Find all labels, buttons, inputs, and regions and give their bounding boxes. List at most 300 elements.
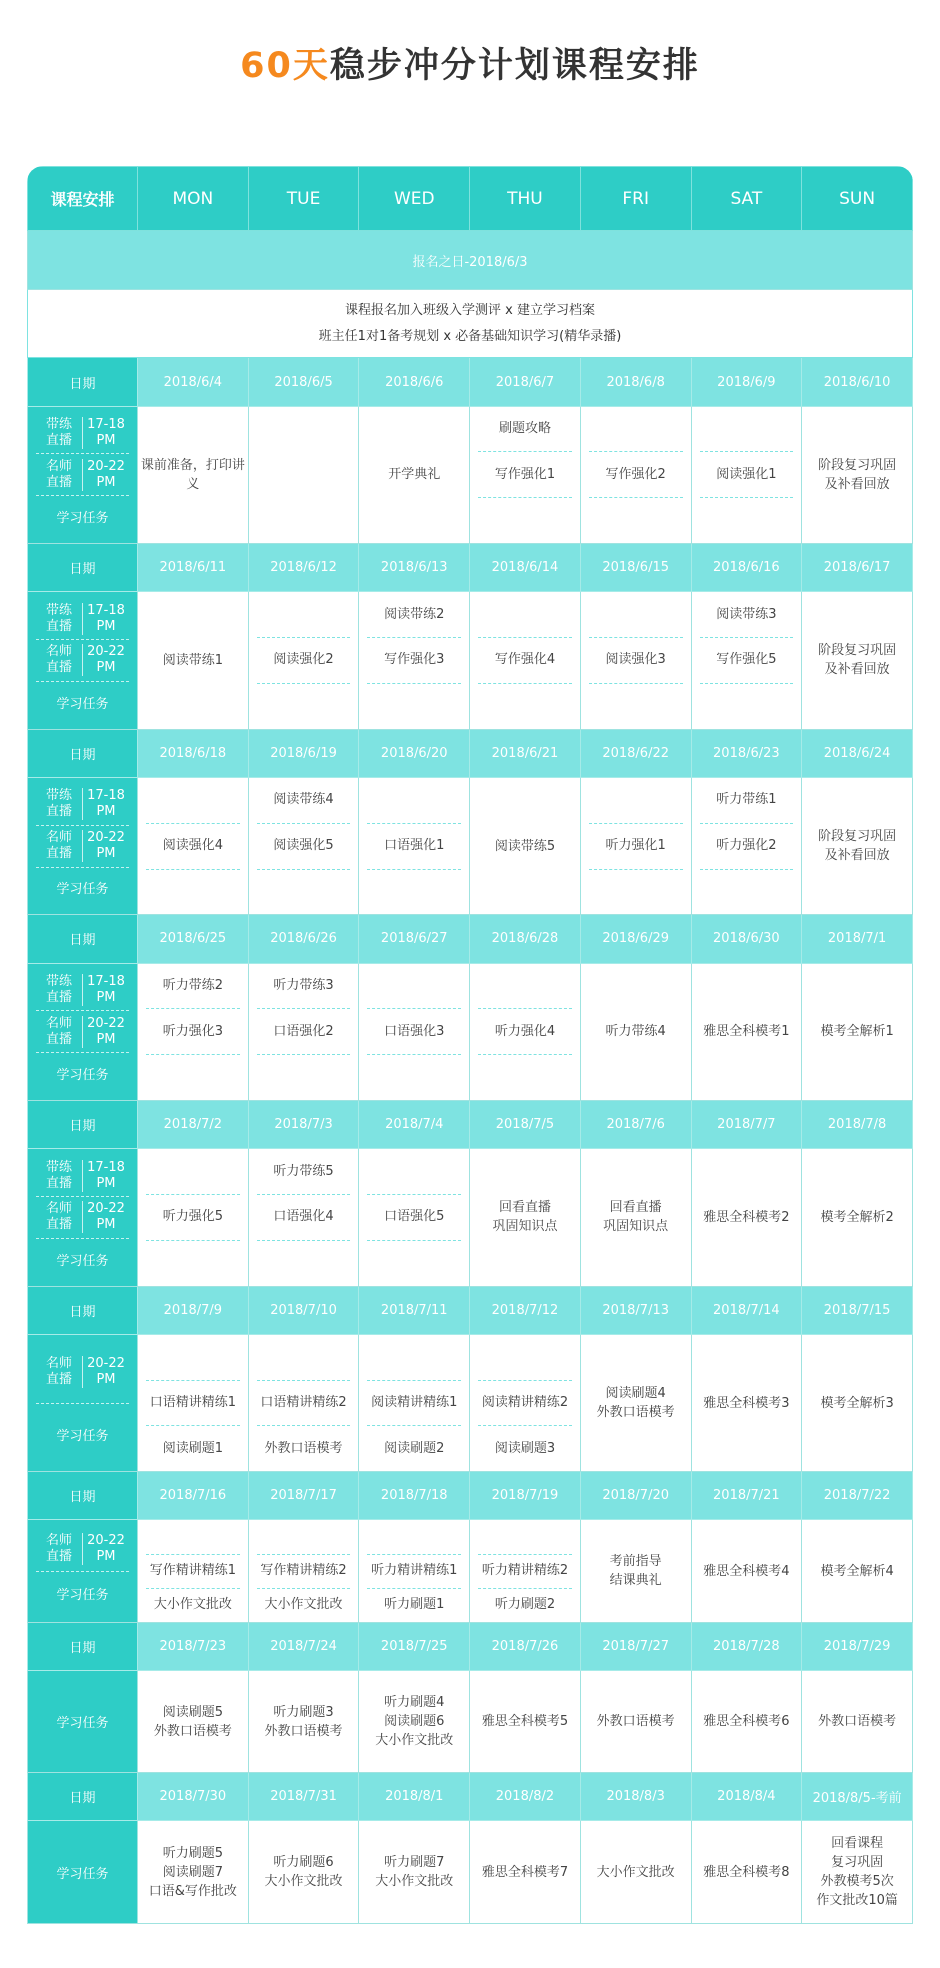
task-slot: 阅读强化2	[257, 638, 351, 684]
task-text: 阶段复习巩固 及补看回放	[818, 643, 897, 678]
task-cell	[359, 592, 470, 729]
task-slot: 刷题攻略	[478, 407, 572, 453]
task-row	[28, 1334, 913, 1471]
task-cell	[248, 777, 359, 914]
side-label: 直播	[45, 804, 72, 820]
task-slot	[257, 1520, 351, 1554]
side-time: PM	[96, 846, 116, 862]
date-label: 日期	[28, 1622, 138, 1670]
side-time: PM	[96, 1217, 116, 1233]
task-slot: 写作强化3	[367, 638, 461, 684]
side-label: 直播	[45, 989, 72, 1005]
task-text: 雅思全科模考4	[703, 1563, 790, 1579]
task-cell	[248, 592, 359, 729]
side-task-label: 学习任务	[56, 882, 109, 898]
side-task-label: 学习任务	[56, 1866, 109, 1882]
side-label: 名师	[45, 1355, 72, 1371]
side-time: 20-22	[87, 1355, 125, 1371]
task-slot: 阅读刷题2	[384, 1440, 445, 1456]
side-time: 20-22	[87, 1201, 125, 1217]
task-slot	[700, 684, 794, 729]
task-text: 模考全解析4	[820, 1563, 894, 1579]
title-rest: 稳步冲分计划课程安排	[329, 46, 700, 86]
task-cell	[359, 1670, 470, 1772]
task-text: 雅思全科模考2	[703, 1209, 790, 1225]
date-cell: 2018/7/11	[359, 1286, 470, 1334]
date-cell: 2018/6/19	[248, 729, 359, 777]
task-cell	[802, 1334, 913, 1471]
task-slot: 阅读强化4	[146, 824, 240, 870]
task-slot: 阅读刷题1	[162, 1440, 223, 1456]
side-label: 带练	[45, 602, 72, 618]
date-cell: 2018/7/30	[138, 1773, 249, 1821]
side-time: 20-22	[87, 1015, 125, 1031]
task-cell	[359, 406, 470, 543]
task-slot: 听力强化5	[146, 1195, 240, 1241]
task-text: 阅读带练1	[162, 652, 223, 668]
side-label: 直播	[45, 1371, 72, 1387]
side-task-label: 学习任务	[56, 1428, 109, 1444]
side-time: 17-18	[87, 417, 125, 432]
header-day: MON	[138, 167, 249, 231]
task-slot	[257, 1335, 351, 1381]
task-slot: 口语强化5	[367, 1195, 461, 1241]
side-label: 带练	[45, 1159, 72, 1175]
date-cell: 2018/7/8	[802, 1101, 913, 1149]
task-slot	[478, 1335, 572, 1381]
header-day: SAT	[691, 167, 802, 231]
date-cell: 2018/7/16	[138, 1472, 249, 1520]
side-time: 20-22	[87, 830, 125, 846]
task-cell	[138, 406, 249, 543]
date-label: 日期	[28, 1773, 138, 1821]
task-cell	[248, 1670, 359, 1772]
date-cell: 2018/8/3	[580, 1773, 691, 1821]
side-label: 带练	[45, 417, 72, 432]
task-cell	[691, 592, 802, 729]
task-cell	[802, 592, 913, 729]
task-cell	[470, 777, 581, 914]
task-slot	[367, 1055, 461, 1100]
task-slot: 阅读精讲精练1	[367, 1381, 461, 1427]
task-text: 听力刷题7 大小作文批改	[375, 1855, 454, 1890]
task-text: 听力带练4	[605, 1024, 666, 1040]
side-time: 17-18	[87, 602, 125, 618]
date-cell: 2018/8/1	[359, 1773, 470, 1821]
task-cell	[691, 777, 802, 914]
task-cell	[359, 1520, 470, 1622]
side-time: 20-22	[87, 1532, 125, 1548]
date-cell: 2018/6/18	[138, 729, 249, 777]
task-slot: 阅读带练2	[367, 592, 461, 638]
header-day: THU	[470, 167, 581, 231]
task-slot: 听力带练5	[257, 1149, 351, 1195]
task-cell	[691, 406, 802, 543]
task-cell	[470, 406, 581, 543]
date-cell: 2018/7/6	[580, 1101, 691, 1149]
date-cell: 2018/6/13	[359, 544, 470, 592]
title-accent: 60天	[240, 46, 330, 86]
row-side-label	[28, 963, 138, 1100]
date-cell: 2018/7/9	[138, 1286, 249, 1334]
side-task-label: 学习任务	[56, 1068, 109, 1084]
task-text: 雅思全科模考1	[703, 1024, 790, 1040]
side-time: PM	[96, 618, 116, 634]
date-cell: 2018/7/24	[248, 1622, 359, 1670]
task-slot	[589, 684, 683, 729]
side-label: 直播	[45, 1031, 72, 1047]
date-row	[28, 358, 913, 406]
date-label: 日期	[28, 1286, 138, 1334]
task-text: 回看直播 巩固知识点	[492, 1200, 558, 1235]
date-cell: 2018/6/24	[802, 729, 913, 777]
registration-row	[28, 231, 913, 290]
date-cell: 2018/6/16	[691, 544, 802, 592]
task-slot	[478, 1055, 572, 1100]
date-cell: 2018/7/21	[691, 1472, 802, 1520]
task-text: 阅读刷题5 外教口语模考	[153, 1704, 232, 1739]
task-cell	[248, 1149, 359, 1286]
task-slot	[257, 592, 351, 638]
task-text: 听力刷题6 大小作文批改	[264, 1855, 343, 1890]
task-text: 开学典礼	[388, 467, 441, 483]
side-label: 名师	[45, 1532, 72, 1548]
date-cell: 2018/6/10	[802, 358, 913, 406]
task-cell	[359, 1821, 470, 1924]
date-cell: 2018/7/26	[470, 1622, 581, 1670]
task-text: 雅思全科模考3	[703, 1395, 790, 1411]
date-label: 日期	[28, 544, 138, 592]
task-cell	[248, 1334, 359, 1471]
task-slot	[367, 1520, 461, 1554]
date-cell: 2018/7/4	[359, 1101, 470, 1149]
task-slot: 听力刷题1	[384, 1597, 445, 1613]
date-row	[28, 1472, 913, 1520]
task-cell	[691, 1149, 802, 1286]
task-cell	[802, 963, 913, 1100]
task-slot: 听力带练2	[146, 964, 240, 1010]
task-cell	[138, 592, 249, 729]
side-label: 直播	[45, 1548, 72, 1564]
task-slot: 阅读强化3	[589, 638, 683, 684]
date-cell: 2018/7/31	[248, 1773, 359, 1821]
side-time: 20-22	[87, 458, 125, 474]
date-cell: 2018/6/20	[359, 729, 470, 777]
task-cell	[359, 1334, 470, 1471]
side-time: 17-18	[87, 1159, 125, 1175]
task-slot: 听力精讲精练1	[367, 1555, 461, 1589]
date-label: 日期	[28, 358, 138, 406]
date-cell: 2018/6/6	[359, 358, 470, 406]
header-day: FRI	[580, 167, 691, 231]
task-text: 模考全解析2	[820, 1209, 894, 1225]
task-cell	[138, 1520, 249, 1622]
date-cell: 2018/7/15	[802, 1286, 913, 1334]
side-label: 名师	[45, 1201, 72, 1217]
side-time: PM	[96, 1548, 116, 1564]
date-row	[28, 1101, 913, 1149]
side-label: 直播	[45, 433, 72, 448]
task-slot: 口语强化1	[367, 824, 461, 870]
date-row	[28, 1286, 913, 1334]
task-slot: 阅读强化1	[700, 452, 794, 498]
task-slot: 大小作文批改	[264, 1597, 343, 1613]
task-text: 听力刷题4 阅读刷题6 大小作文批改	[375, 1695, 454, 1749]
header-day: SUN	[802, 167, 913, 231]
task-cell	[470, 1149, 581, 1286]
task-slot	[367, 1241, 461, 1286]
task-text: 雅思全科模考5	[481, 1714, 569, 1730]
date-cell: 2018/7/7	[691, 1101, 802, 1149]
date-cell: 2018/6/23	[691, 729, 802, 777]
task-slot	[257, 1055, 351, 1100]
date-cell: 2018/6/28	[470, 915, 581, 963]
task-text: 阶段复习巩固 及补看回放	[818, 829, 897, 864]
date-cell: 2018/6/15	[580, 544, 691, 592]
row-side-label	[28, 1149, 138, 1286]
row-side-label	[28, 406, 138, 543]
task-row	[28, 963, 913, 1100]
task-slot	[257, 870, 351, 915]
date-cell: 2018/6/14	[470, 544, 581, 592]
task-slot: 阅读精讲精练2	[478, 1381, 572, 1427]
task-slot	[700, 870, 794, 915]
date-cell: 2018/6/29	[580, 915, 691, 963]
task-row	[28, 1821, 913, 1924]
date-cell: 2018/7/19	[470, 1472, 581, 1520]
header-row	[28, 167, 913, 231]
row-side-label	[28, 777, 138, 914]
date-cell: 2018/7/2	[138, 1101, 249, 1149]
side-time: 20-22	[87, 644, 125, 660]
task-text: 阅读刷题4 外教口语模考	[596, 1386, 675, 1421]
row-side-label	[28, 1821, 138, 1924]
task-cell	[359, 963, 470, 1100]
side-time: PM	[96, 1031, 116, 1047]
date-cell: 2018/6/27	[359, 915, 470, 963]
date-label: 日期	[28, 729, 138, 777]
date-cell: 2018/6/21	[470, 729, 581, 777]
date-cell: 2018/7/27	[580, 1622, 691, 1670]
task-cell	[802, 777, 913, 914]
task-slot: 听力强化3	[146, 1009, 240, 1055]
date-cell: 2018/6/11	[138, 544, 249, 592]
date-cell: 2018/7/25	[359, 1622, 470, 1670]
date-cell: 2018/8/2	[470, 1773, 581, 1821]
side-task-label: 学习任务	[56, 511, 109, 527]
task-slot	[257, 1241, 351, 1286]
task-slot	[589, 498, 683, 543]
task-slot: 写作强化4	[478, 638, 572, 684]
task-cell	[580, 1149, 691, 1286]
task-cell	[802, 1149, 913, 1286]
task-cell	[580, 1334, 691, 1471]
task-cell	[580, 1821, 691, 1924]
task-cell	[138, 1334, 249, 1471]
date-cell: 2018/8/5-考前	[802, 1773, 913, 1821]
side-time: PM	[96, 660, 116, 676]
task-cell	[248, 963, 359, 1100]
date-row	[28, 1622, 913, 1670]
date-cell: 2018/7/5	[470, 1101, 581, 1149]
task-slot	[367, 964, 461, 1010]
side-task-label: 学习任务	[56, 1588, 109, 1604]
date-cell: 2018/7/22	[802, 1472, 913, 1520]
task-slot: 听力刷题2	[494, 1597, 556, 1613]
side-label: 直播	[45, 660, 72, 676]
task-slot: 听力强化1	[589, 824, 683, 870]
date-row	[28, 544, 913, 592]
header-day: TUE	[248, 167, 359, 231]
schedule-table	[27, 166, 913, 1924]
task-cell	[802, 1520, 913, 1622]
intro-row	[28, 290, 913, 358]
task-slot	[478, 684, 572, 729]
task-slot: 写作强化1	[478, 452, 572, 498]
date-cell: 2018/6/12	[248, 544, 359, 592]
task-cell	[580, 777, 691, 914]
task-cell	[138, 777, 249, 914]
task-slot	[700, 407, 794, 453]
task-slot	[367, 778, 461, 824]
task-text: 阶段复习巩固 及补看回放	[818, 457, 897, 492]
row-side-label	[28, 1520, 138, 1622]
task-row	[28, 1149, 913, 1286]
task-cell	[691, 963, 802, 1100]
task-slot: 听力带练3	[257, 964, 351, 1010]
task-slot: 写作强化2	[589, 452, 683, 498]
task-text: 听力刷题3 外教口语模考	[264, 1704, 343, 1739]
task-cell	[580, 1670, 691, 1772]
task-text: 听力刷题5 阅读刷题7 口语&写作批改	[148, 1845, 237, 1899]
date-cell: 2018/6/4	[138, 358, 249, 406]
date-cell: 2018/7/29	[802, 1622, 913, 1670]
date-cell: 2018/6/8	[580, 358, 691, 406]
row-side-label	[28, 1334, 138, 1471]
side-task-label: 学习任务	[56, 1716, 109, 1732]
date-cell: 2018/7/20	[580, 1472, 691, 1520]
task-slot: 阅读带练3	[700, 592, 794, 638]
task-cell	[691, 1821, 802, 1924]
task-slot	[367, 1335, 461, 1381]
task-text: 雅思全科模考8	[703, 1864, 790, 1880]
task-row	[28, 1670, 913, 1772]
task-slot: 听力强化4	[478, 1009, 572, 1055]
task-text: 模考全解析1	[820, 1024, 894, 1040]
date-cell: 2018/6/30	[691, 915, 802, 963]
task-slot: 口语精讲精练2	[257, 1381, 351, 1427]
date-label: 日期	[28, 915, 138, 963]
date-cell: 2018/7/23	[138, 1622, 249, 1670]
task-row	[28, 592, 913, 729]
task-text: 外教口语模考	[596, 1714, 675, 1730]
task-slot	[589, 592, 683, 638]
side-label: 直播	[45, 1175, 72, 1191]
task-cell	[470, 1334, 581, 1471]
side-label: 直播	[45, 1217, 72, 1233]
task-slot: 口语强化2	[257, 1009, 351, 1055]
date-cell: 2018/7/10	[248, 1286, 359, 1334]
header-day: WED	[359, 167, 470, 231]
date-label: 日期	[28, 1472, 138, 1520]
date-cell: 2018/8/4	[691, 1773, 802, 1821]
task-slot	[146, 1241, 240, 1286]
task-slot	[478, 592, 572, 638]
task-slot: 写作精讲精练2	[257, 1555, 351, 1589]
task-text: 外教口语模考	[818, 1714, 897, 1730]
date-cell: 2018/6/22	[580, 729, 691, 777]
date-cell: 2018/6/5	[248, 358, 359, 406]
date-cell: 2018/6/17	[802, 544, 913, 592]
task-cell	[470, 1520, 581, 1622]
registration-date: 报名之日-2018/6/3	[28, 231, 913, 290]
task-cell	[138, 1670, 249, 1772]
task-row	[28, 1520, 913, 1622]
task-cell	[580, 1520, 691, 1622]
task-slot: 听力带练1	[700, 778, 794, 824]
task-slot: 大小作文批改	[153, 1597, 232, 1613]
side-time: PM	[96, 804, 116, 820]
intro-line: 班主任1对1备考规划 x 必备基础知识学习(精华录播)	[318, 328, 622, 344]
intro-line: 课程报名加入班级入学测评 x 建立学习档案	[345, 302, 595, 318]
date-cell: 2018/7/28	[691, 1622, 802, 1670]
task-slot	[589, 778, 683, 824]
task-text: 考前指导 结课典礼	[609, 1554, 662, 1589]
task-cell	[802, 1821, 913, 1924]
date-cell: 2018/6/7	[470, 358, 581, 406]
task-slot: 阅读带练4	[257, 778, 351, 824]
date-cell: 2018/7/1	[802, 915, 913, 963]
side-time: PM	[96, 1175, 116, 1191]
task-slot	[146, 1520, 240, 1554]
task-text: 雅思全科模考6	[703, 1714, 790, 1730]
task-cell	[470, 963, 581, 1100]
task-cell	[580, 963, 691, 1100]
task-cell	[359, 1149, 470, 1286]
date-cell: 2018/6/25	[138, 915, 249, 963]
task-slot	[146, 1335, 240, 1381]
task-slot	[257, 684, 351, 729]
task-text: 回看课程 复习巩固 外教模考5次 作文批改10篇	[816, 1836, 898, 1909]
date-label: 日期	[28, 1101, 138, 1149]
task-slot	[146, 1149, 240, 1195]
task-text: 模考全解析3	[820, 1395, 894, 1411]
task-cell	[470, 592, 581, 729]
task-slot	[146, 1055, 240, 1100]
task-cell	[802, 1670, 913, 1772]
task-row	[28, 777, 913, 914]
task-cell	[691, 1334, 802, 1471]
task-slot: 阅读强化5	[257, 824, 351, 870]
task-slot: 口语强化3	[367, 1009, 461, 1055]
task-cell	[248, 406, 359, 543]
task-cell	[691, 1670, 802, 1772]
task-slot: 口语强化4	[257, 1195, 351, 1241]
task-slot: 外教口语模考	[264, 1440, 343, 1456]
task-slot: 写作精讲精练1	[146, 1555, 240, 1589]
row-side-label	[28, 592, 138, 729]
task-cell	[691, 1520, 802, 1622]
task-cell	[138, 1821, 249, 1924]
task-text: 雅思全科模考7	[481, 1864, 569, 1880]
task-slot	[478, 1520, 572, 1554]
date-cell: 2018/6/26	[248, 915, 359, 963]
task-text: 大小作文批改	[596, 1864, 675, 1880]
task-slot: 口语精讲精练1	[146, 1381, 240, 1427]
task-text: 阅读带练5	[494, 838, 556, 854]
side-label: 直播	[45, 618, 72, 634]
task-slot	[367, 684, 461, 729]
